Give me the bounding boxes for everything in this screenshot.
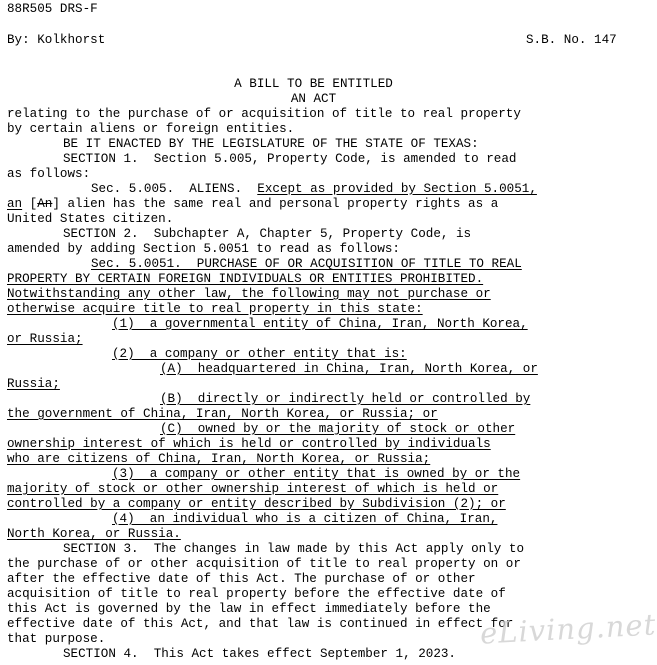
section-1-text: as follows: (7, 167, 91, 181)
section-2-new-text: (2) a company or other entity that is: (112, 347, 407, 361)
bracket-open: [ (22, 197, 38, 211)
section-2-new-text: otherwise acquire title to real property in this state: (7, 302, 423, 316)
section-2-new-text: PROPERTY BY CERTAIN FOREIGN INDIVIDUALS OR ENTITIES PROHIBITED. (7, 272, 484, 286)
section-2-new-text: who are citizens of China, Iran, North Korea, or Russia; (7, 452, 431, 466)
section-2-new-text: (B) directly or indirectly held or controlled by (160, 392, 531, 406)
enacting-clause: BE IT ENACTED BY THE LEGISLATURE OF THE STATE OF TEXAS: (63, 137, 479, 151)
bill-number: S.B. No. 147 (526, 33, 617, 47)
sec-heading: Sec. 5.005. ALIENS. (91, 182, 258, 196)
watermark: eLiving.net (479, 607, 657, 651)
section-2-new-text: (C) owned by or the majority of stock or other (160, 422, 516, 436)
bill-id: 88R505 DRS-F (7, 2, 98, 16)
inserted-text: Except as provided by Section 5.0051, (257, 182, 537, 196)
section-3-text: effective date of this Act, and that law is continued in effect for (7, 617, 514, 631)
inserted-text: an (7, 197, 23, 211)
section-2-new-text: North Korea, or Russia. (7, 527, 181, 541)
section-2-new-text: (3) a company or other entity that is owned by or the (112, 467, 521, 481)
section-2-new-text: majority of stock or other ownership interest of which is held or (7, 482, 499, 496)
section-1-rest: ] alien has the same real and personal property rights as a (52, 197, 499, 211)
section-3-text: acquisition of title to real property before the effective date of (7, 587, 506, 601)
deleted-text: An (37, 197, 53, 211)
section-2-new-text: (4) an individual who is a citizen of China, Iran, (112, 512, 498, 526)
section-3-text: SECTION 3. The changes in law made by this Act apply only to (63, 542, 525, 556)
caption-line: by certain aliens or foreign entities. (7, 122, 295, 136)
section-3-text: this Act is governed by the law in effect immediately before the (7, 602, 491, 616)
section-3-text: after the effective date of this Act. The purchase of or other (7, 572, 476, 586)
section-2-new-text: (1) a governmental entity of China, Iran, North Korea, (112, 317, 528, 331)
section-4-text: SECTION 4. This Act takes effect September 1, 2023. (63, 647, 456, 661)
bill-author: By: Kolkhorst (7, 33, 106, 47)
section-2-new-text: controlled by a company or entity described by Subdivision (2); or (7, 497, 506, 511)
caption-line: relating to the purchase of or acquisition of title to real property (7, 107, 521, 121)
section-2-new-text: Russia; (7, 377, 60, 391)
section-2-new-text: (A) headquartered in China, Iran, North Korea, or (160, 362, 538, 376)
section-2-text: SECTION 2. Subchapter A, Chapter 5, Property Code, is (63, 227, 472, 241)
section-2-new-text: Notwithstanding any other law, the following may not purchase or (7, 287, 491, 301)
section-2-text: amended by adding Section 5.0051 to read as follows: (7, 242, 400, 256)
section-1-text (7, 197, 498, 212)
section-3-text: the purchase of or other acquisition of title to real property on or (7, 557, 521, 571)
section-2-new-text: Sec. 5.0051. PURCHASE OF OR ACQUISITION OF TITLE TO REAL (91, 257, 522, 271)
section-2-new-text: or Russia; (7, 332, 83, 346)
bill-title: A BILL TO BE ENTITLED (234, 77, 393, 91)
section-3-text: that purpose. (7, 632, 106, 646)
section-2-new-text: the government of China, Iran, North Korea, or Russia; or (7, 407, 438, 421)
section-1-text (91, 182, 537, 197)
section-2-new-text: ownership interest of which is held or controlled by individuals (7, 437, 491, 451)
act-title: AN ACT (290, 92, 337, 106)
section-1-text: United States citizen. (7, 212, 174, 226)
section-1-text: SECTION 1. Section 5.005, Property Code, is amended to read (63, 152, 517, 166)
